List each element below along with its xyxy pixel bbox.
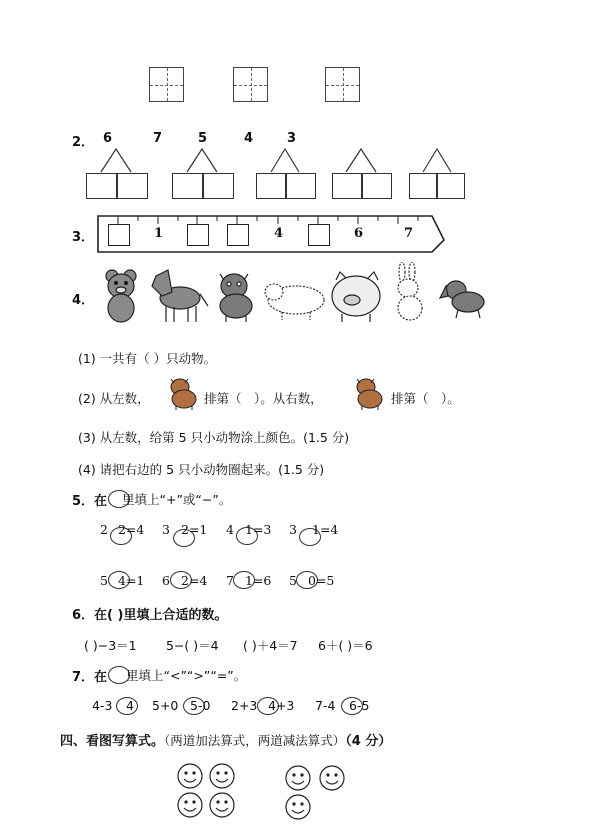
q6-item-2: 5−( )＝4: [166, 638, 219, 653]
q7-title-b: 里填上“<”“>”“=”。: [126, 668, 247, 683]
dog-icon: [440, 281, 484, 318]
q5-r1-g: 3: [289, 522, 297, 537]
section4-title: 四、看图写算式。: [60, 734, 165, 749]
smiley-icon: [286, 795, 310, 819]
q2-number: 2．: [72, 135, 95, 150]
q7-item-1a: 4-3: [92, 698, 113, 713]
q5-r2-c: 6: [162, 573, 170, 588]
q7-item-3a: 2+3: [231, 698, 258, 713]
horse-icon: [152, 270, 208, 322]
q7-item-3b: 4+3: [268, 698, 295, 713]
rabbit-icon: [398, 262, 422, 320]
smiley-icon: [286, 766, 310, 790]
q6-item-3: ( )＋4＝7: [243, 638, 298, 653]
q2-value-4: 4: [244, 131, 254, 146]
q5-r2-h: 0=5: [308, 573, 335, 588]
q4-sub3: (3) 从左数，给第 5 只小动物涂上颜色。(1.5 分): [78, 430, 350, 445]
q4-sub4: (4) 请把右边的 5 只小动物圈起来。(1.5 分): [78, 462, 325, 477]
ruler-box-3[interactable]: [227, 224, 249, 246]
ruler-label-7: 7: [404, 226, 414, 241]
cow-icon-small-1: [166, 375, 202, 411]
ruler-label-1: 1: [154, 226, 164, 241]
q4-sub2-c: 排第（ ）。: [391, 391, 460, 406]
q4-sub2-b: 排第（ ）。从右数，: [204, 391, 323, 406]
section4-heading: [60, 730, 391, 749]
q7-item-1b: 4: [126, 698, 134, 713]
q5-r1-e: 4: [226, 522, 234, 537]
q7-title-a: 7．在: [72, 670, 108, 685]
smiley-icon: [178, 793, 202, 817]
sheep-icon: [265, 284, 324, 320]
q3-number: 3．: [72, 230, 95, 245]
q4-sub1: (1) 一共有（ ）只动物。: [78, 351, 217, 366]
smiley-icon: [210, 764, 234, 788]
ruler-box-0[interactable]: [108, 224, 130, 246]
q5-r2-a: 5: [100, 573, 108, 588]
smiley-icon: [178, 764, 202, 788]
cow-icon: [220, 274, 252, 322]
q4-number: 4．: [72, 293, 95, 308]
section4-score: （4 分）: [345, 734, 392, 749]
bear-icon: [106, 270, 136, 322]
q5-r2-b: 4=1: [118, 573, 145, 588]
pig-icon: [332, 272, 380, 322]
ruler: [0, 0, 592, 270]
q6-title: 6．在( )里填上合适的数。: [72, 608, 228, 623]
q7-item-2b: 5-0: [190, 698, 211, 713]
q7-item-4a: 7-4: [315, 698, 336, 713]
q2-value-2: 7: [153, 131, 163, 146]
q5-r1-d: 2=1: [181, 522, 208, 537]
q5-r1-a: 2: [100, 522, 108, 537]
q2-value-3: 5: [198, 131, 208, 146]
ruler-label-4: 4: [274, 226, 284, 241]
q5-r1-f: 1=3: [245, 522, 272, 537]
q5-title-a: 5．在: [72, 494, 108, 509]
q5-r1-b: 2=4: [118, 522, 145, 537]
animal-row: [90, 262, 490, 326]
q5-title-b: 里填上“+”或“−”。: [122, 492, 232, 507]
ruler-box-5[interactable]: [308, 224, 330, 246]
q7-item-2a: 5+0: [152, 698, 179, 713]
cow-icon-small-2: [352, 375, 388, 411]
ruler-label-6: 6: [354, 226, 364, 241]
smiley-icon: [320, 766, 344, 790]
q5-r2-d: 2=4: [181, 573, 208, 588]
q6-item-1: ( )−3＝1: [84, 638, 137, 653]
q5-r1-c: 3: [162, 522, 170, 537]
smiley-icon: [210, 793, 234, 817]
q5-r2-g: 5: [289, 573, 297, 588]
ruler-box-2[interactable]: [187, 224, 209, 246]
q4-sub2-a: (2) 从左数，: [78, 391, 150, 406]
q7-item-4b: 6-5: [349, 698, 370, 713]
q5-r1-h: 1=4: [312, 522, 339, 537]
q5-r2-e: 7: [226, 573, 234, 588]
q6-item-4: 6＋( )＝6: [318, 638, 373, 653]
q2-value-5: 3: [287, 131, 297, 146]
smiley-group: [170, 762, 360, 824]
q2-value-1: 6: [103, 131, 113, 146]
q5-r2-f: 1=6: [245, 573, 272, 588]
section4-note: （两道加法算式，两道减法算式）: [164, 733, 346, 748]
